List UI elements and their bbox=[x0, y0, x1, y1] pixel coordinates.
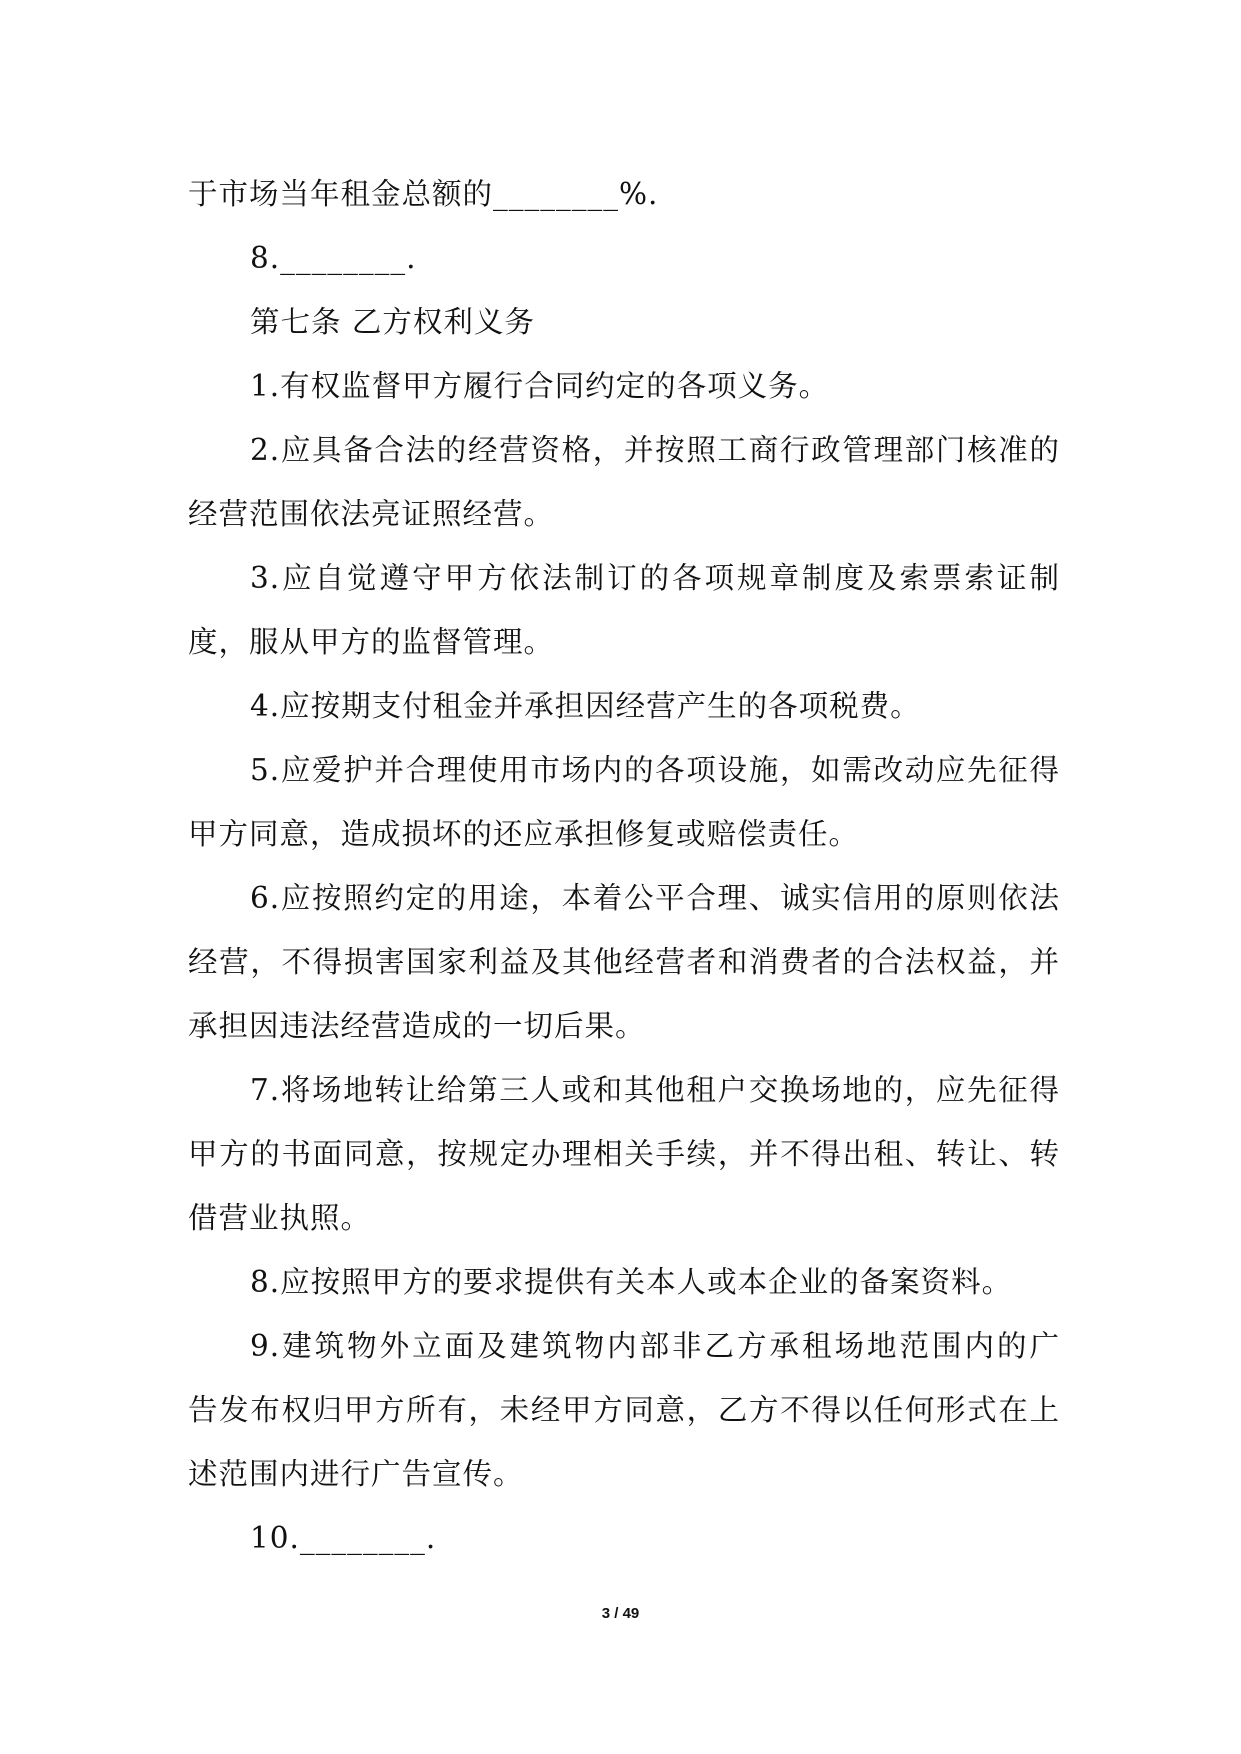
text-line: 2.应具备合法的经营资格，并按照工商行政管理部门核准的 bbox=[250, 433, 1060, 467]
text-line: 度，服从甲方的监督管理。 bbox=[188, 625, 555, 659]
text-line: 10.________. bbox=[250, 1521, 437, 1555]
text-line: 4.应按期支付租金并承担因经营产生的各项税费。 bbox=[250, 689, 921, 723]
text-line: 甲方的书面同意，按规定办理相关手续，并不得出租、转让、转 bbox=[188, 1137, 1060, 1171]
page-number: 3 / 49 bbox=[601, 1605, 640, 1622]
text-line: 经营，不得损害国家利益及其他经营者和消费者的合法权益，并 bbox=[188, 945, 1060, 979]
document-body bbox=[188, 162, 1060, 1570]
text-line: 5.应爱护并合理使用市场内的各项设施，如需改动应先征得 bbox=[250, 753, 1060, 787]
text-line: 承担因违法经营造成的一切后果。 bbox=[188, 1009, 646, 1043]
text-line: 于市场当年租金总额的________%. bbox=[188, 177, 659, 211]
text-line: 述范围内进行广告宣传。 bbox=[188, 1457, 524, 1491]
text-line: 8.________. bbox=[250, 241, 417, 275]
text-line: 6.应按照约定的用途，本着公平合理、诚实信用的原则依法 bbox=[250, 881, 1060, 915]
text-line: 甲方同意，造成损坏的还应承担修复或赔偿责任。 bbox=[188, 817, 860, 851]
text-line: 1.有权监督甲方履行合同约定的各项义务。 bbox=[250, 369, 830, 403]
text-line: 7.将场地转让给第三人或和其他租户交换场地的，应先征得 bbox=[250, 1073, 1060, 1107]
text-line: 借营业执照。 bbox=[188, 1201, 372, 1235]
text-line: 经营范围依法亮证照经营。 bbox=[188, 497, 555, 531]
text-line: 8.应按照甲方的要求提供有关本人或本企业的备案资料。 bbox=[250, 1265, 1013, 1299]
text-line: 3.应自觉遵守甲方依法制订的各项规章制度及索票索证制 bbox=[250, 561, 1060, 595]
text-line: 告发布权归甲方所有，未经甲方同意，乙方不得以任何形式在上 bbox=[188, 1393, 1060, 1427]
text-line: 9.建筑物外立面及建筑物内部非乙方承租场地范围内的广 bbox=[250, 1329, 1060, 1363]
section-heading: 第七条 乙方权利义务 bbox=[250, 305, 535, 339]
